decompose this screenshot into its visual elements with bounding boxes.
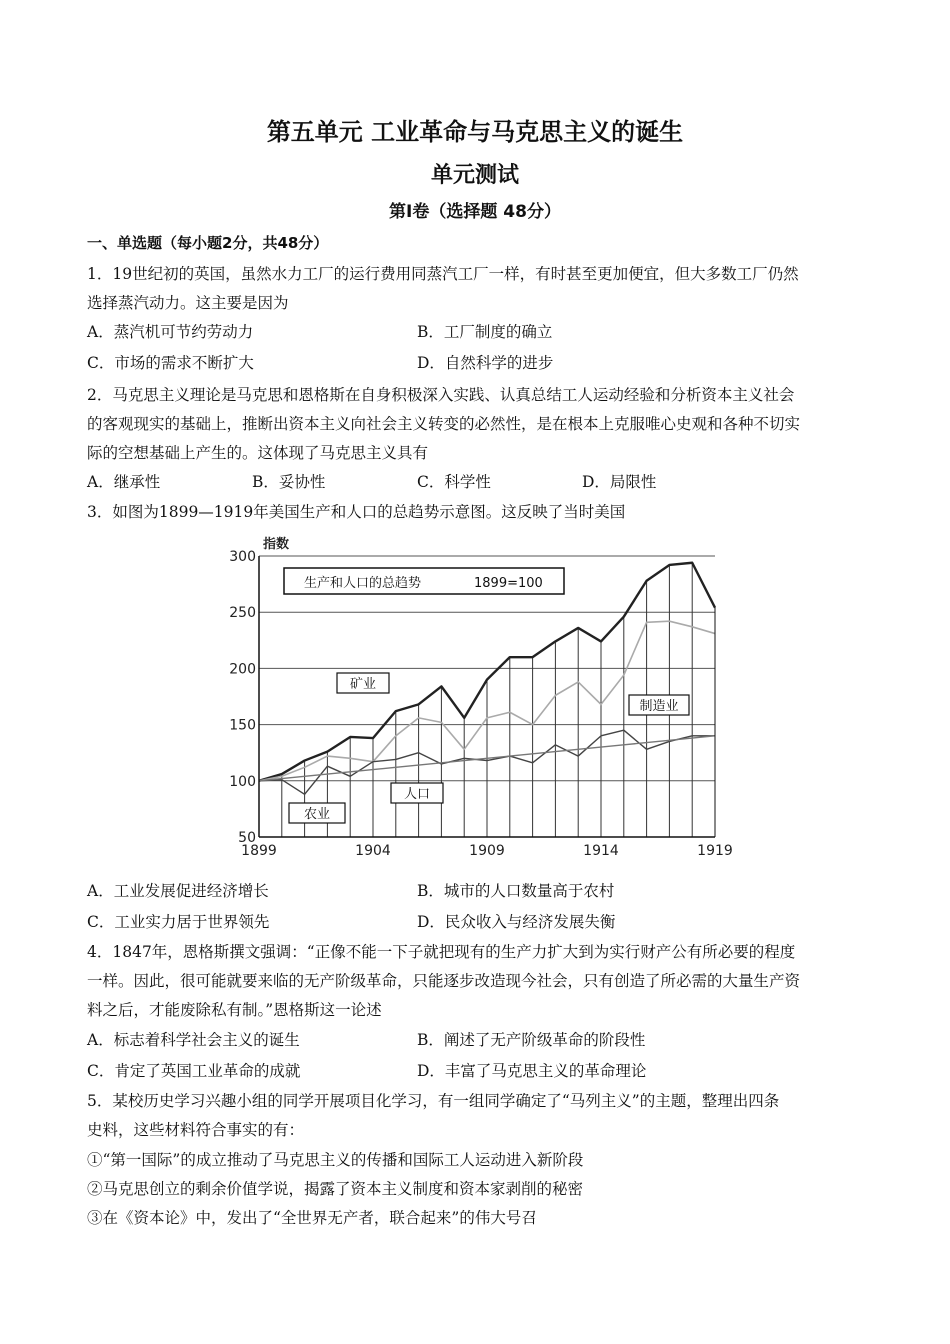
- q5-item-3: ③在《资本论》中，发出了“全世界无产者，联合起来”的伟大号召: [87, 1209, 537, 1227]
- q3-option-b[interactable]: B．城市的人口数量高于农村: [417, 882, 615, 900]
- section-heading: 一、单选题（每小题2分，共48分）: [87, 234, 329, 252]
- q5-item-1: ①“第一国际”的成立推动了马克思主义的传播和国际工人运动进入新阶段: [87, 1151, 584, 1169]
- q1-stem-line2: 选择蒸汽动力。这主要是因为: [87, 294, 289, 312]
- q4-option-d[interactable]: D．丰富了马克思主义的革命理论: [417, 1062, 647, 1080]
- q5-item-2: ②马克思创立的剩余价值学说，揭露了资本主义制度和资本家剥削的秘密: [87, 1180, 584, 1198]
- x-tick-label: 1899: [241, 843, 277, 859]
- y-tick-label: 300: [229, 549, 256, 565]
- q3-option-d[interactable]: D．民众收入与经济发展失衡: [417, 913, 616, 931]
- q3-stem-line1: 3．如图为1899—1919年美国生产和人口的总趋势示意图。这反映了当时美国: [87, 503, 626, 521]
- x-tick-label: 1909: [469, 843, 505, 859]
- q4-option-a[interactable]: A．标志着科学社会主义的诞生: [87, 1031, 300, 1049]
- y-tick-label: 200: [229, 661, 256, 678]
- trend-chart: [225, 530, 745, 865]
- q2-option-d[interactable]: D．局限性: [582, 473, 657, 491]
- x-tick-label: 1914: [583, 843, 619, 859]
- q3-option-a[interactable]: A．工业发展促进经济增长: [87, 882, 269, 900]
- q2-stem-line1: 2．马克思主义理论是马克思和恩格斯在自身积极深入实践、认真总结工人运动经验和分析资本主义社会: [87, 386, 795, 404]
- q4-stem-line3: 料之后，才能废除私有制。”恩格斯这一论述: [87, 1001, 382, 1019]
- q4-stem-line1: 4．1847年，恩格斯撰文强调：“正像不能一下子就把现有的生产力扩大到为实行财产公有所必要的程度: [87, 943, 796, 961]
- y-tick-label: 150: [229, 717, 256, 734]
- q1-stem-line1: 1．19世纪初的英国，虽然水力工厂的运行费用同蒸汽工厂一样，有时甚至更加便宜，但大多数工厂仍然: [87, 265, 799, 283]
- chart-note: 1899=100: [474, 576, 543, 591]
- chart-labels: [229, 536, 733, 859]
- series-label: 人口: [403, 787, 431, 802]
- page-title: 第五单元 工业革命与马克思主义的诞生: [266, 118, 684, 146]
- chart-title: 生产和人口的总趋势: [304, 576, 422, 591]
- q2-option-a[interactable]: A．继承性: [87, 473, 161, 491]
- q1-option-c[interactable]: C．市场的需求不断扩大: [87, 354, 254, 372]
- q4-stem-line2: 一样。因此，很可能就要来临的无产阶级革命，只能逐步改造现今社会，只有创造了所必需的大量生产资: [87, 972, 801, 990]
- y-tick-label: 250: [229, 605, 256, 622]
- y-axis-label: 指数: [263, 537, 290, 552]
- q5-stem-line2: 史料，这些材料符合事实的有：: [87, 1121, 305, 1139]
- volume-heading: 第I卷（选择题 48分）: [389, 202, 561, 222]
- q1-option-b[interactable]: B．工厂制度的确立: [417, 323, 553, 341]
- q5-stem-line1: 5．某校历史学习兴趣小组的同学开展项目化学习，有一组同学确定了“马列主义”的主题，整理出四条: [87, 1092, 780, 1110]
- series-label: 制造业: [639, 699, 679, 714]
- q4-option-b[interactable]: B．阐述了无产阶级革命的阶段性: [417, 1031, 646, 1049]
- series-label: 农业: [303, 807, 331, 822]
- series-label: 矿业: [349, 677, 377, 692]
- q2-stem-line3: 际的空想基础上产生的。这体现了马克思主义具有: [87, 444, 429, 462]
- x-tick-label: 1919: [697, 843, 733, 859]
- q3-option-c[interactable]: C．工业实力居于世界领先: [87, 913, 270, 931]
- x-tick-label: 1904: [355, 843, 391, 859]
- q2-option-c[interactable]: C．科学性: [417, 473, 491, 491]
- y-tick-label: 100: [229, 773, 256, 790]
- q2-option-b[interactable]: B．妥协性: [252, 473, 326, 491]
- page-subtitle: 单元测试: [430, 163, 519, 188]
- q4-option-c[interactable]: C．肯定了英国工业革命的成就: [87, 1062, 301, 1080]
- q1-option-a[interactable]: A．蒸汽机可节约劳动力: [87, 323, 254, 341]
- y-tick-label: 50: [238, 830, 256, 846]
- q1-option-d[interactable]: D．自然科学的进步: [417, 354, 554, 372]
- q2-stem-line2: 的客观现实的基础上，推断出资本主义向社会主义转变的必然性，是在根本上克服唯心史观和各种不切实: [87, 415, 801, 433]
